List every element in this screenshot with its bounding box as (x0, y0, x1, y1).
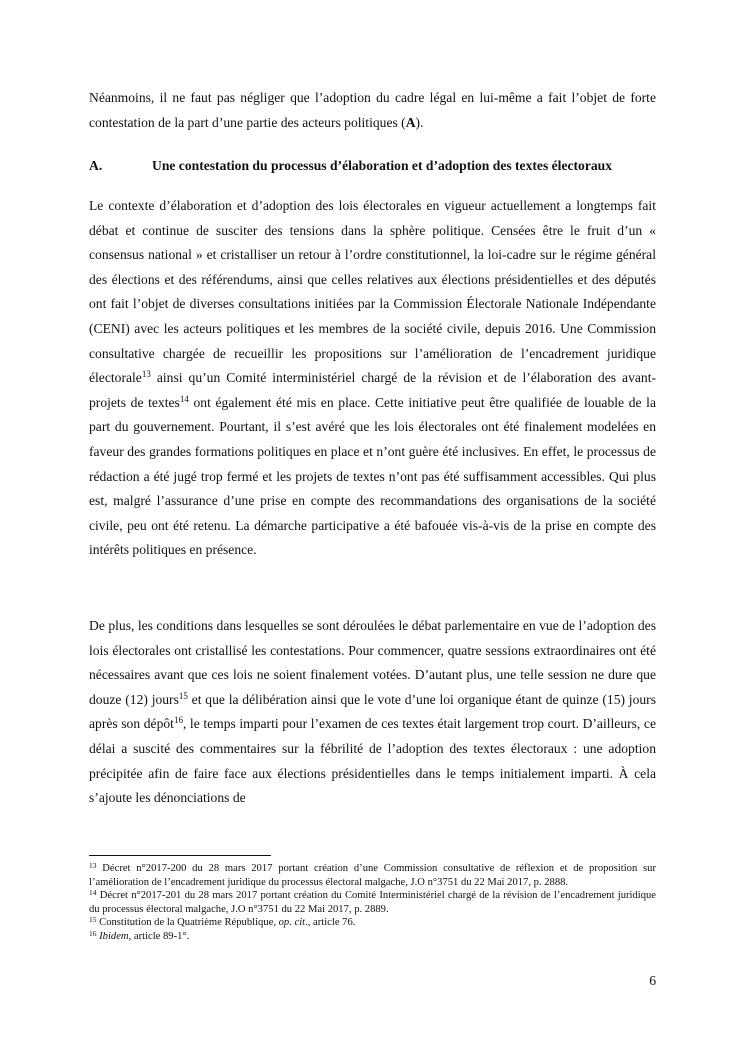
footnote-text: Décret n°2017-201 du 28 mars 2017 portant création du Comité Interministériel chargé de la révision de l’encadrement juridique du processus électoral malgache, J.O n°3751 du 22 Mai 2017, p. 2889. (89, 890, 656, 915)
page-number: 6 (649, 973, 656, 988)
footnote-number: 13 (89, 861, 97, 870)
footnote-number: 16 (89, 928, 97, 938)
footnote-15 (89, 916, 656, 930)
footnote-ref-14[interactable]: 14 (179, 393, 189, 404)
footnote-ref-15[interactable]: 15 (178, 690, 188, 701)
paragraph-text: De plus, les conditions dans lesquelles se sont déroulées le débat parlementaire en vue de l’adoption des lois électorales ont cristallisé les contestations. Pour commencer, quatre sessions extraordinaires ont été nécessaires avant que ces lois ne soient finalement votées. D’autant plus, une telle session ne dure que douze (12) jours (89, 618, 656, 707)
paragraph-text: ainsi qu’un Comité interministériel chargé de la révision et de l’élaboration des avant-projets de textes (89, 370, 656, 410)
intro-text: Néanmoins, il ne faut pas négliger que l’adoption du cadre légal en lui-même a fait l’objet de forte contestation de la part d’une partie des acteurs politiques ( (89, 90, 656, 130)
intro-paragraph (89, 86, 656, 135)
footnote-text: , article 89-1°. (128, 930, 190, 942)
footnote-text: ., article 76. (305, 917, 356, 929)
footnote-number: 14 (89, 888, 97, 898)
section-letter: A. (89, 158, 103, 173)
intro-text-end: ). (415, 114, 424, 130)
footnote-13 (89, 862, 656, 889)
section-title: Une contestation du processus d’élaboration et d’adoption des textes électoraux (152, 158, 613, 173)
footnote-text: Constitution de la Quatrième République, (96, 917, 279, 929)
footnote-number: 15 (89, 915, 97, 925)
footnotes (89, 862, 656, 944)
footnote-14 (89, 889, 656, 916)
footnote-16 (89, 930, 656, 944)
footnote-separator (89, 855, 271, 856)
footnote-italic: op. cit (278, 917, 306, 929)
paragraph-context (89, 194, 656, 563)
footnote-text: Décret n°2017-200 du 28 mars 2017 portant création d’une Commission consultative de réflexion et de proposition sur l’amélioration de l’encadrement juridique du processus électoral malgache, J.O n°3751 du 22 Mai 2017, p. 2888. (89, 863, 656, 888)
footnote-italic: Ibidem (99, 930, 129, 942)
paragraph-text: , le temps imparti pour l’examen de ces textes était largement trop court. D’ailleurs, ce délai a suscité des commentaires sur la fébrilité de l’adoption des textes électoraux : une adoption précipitée afin de faire face aux élections présidentielles dans le temps initialement imparti. À cela s’ajoute les dénonciations de (89, 716, 656, 806)
paragraph-text: ont également été mis en place. Cette initiative peut être qualifiée de louable de la part du gouvernement. Pourtant, il s’est avéré que les lois électorales ont été finalement modelées en faveur des grandes formations politiques en place et n’ont guère été inclusives. En effet, le processus de rédaction a été jugé trop fermé et les projets de textes n’ont pas été suffisamment accessibles. Qui plus est, malgré l’assurance d’une prise en compte des recommandations des organisations de la société civile, peu ont été retenu. La démarche participative a été bafouée vis-à-vis de la prise en compte des intérêts politiques en présence. (89, 394, 656, 558)
section-heading (89, 156, 669, 176)
intro-bold-ref: A (405, 114, 416, 130)
paragraph-text: et que la délibération ainsi que le vote d’une loi organique étant de quinze (15) jours après son dépôt (89, 691, 656, 732)
footnote-ref-13[interactable]: 13 (141, 369, 151, 380)
paragraph-text: Le contexte d’élaboration et d’adoption des lois électorales en vigueur actuellement a longtemps fait débat et continue de susciter des tensions dans la sphère politique. Censées être le fruit d’un « consensus national » et cristalliser un retour à l’ordre constitutionnel, la loi-cadre sur le régime général des élections et des référendums, ainsi que celles relatives aux élections présidentielles et des députés ont fait l’objet de diverses consultations initiées par la Commission Électorale Nationale Indépendante (CENI) avec les acteurs politiques et les membres de la société civile, depuis 2016. Une Commission consultative chargée de recueillir les propositions sur l’amélioration de l’encadrement juridique électorale (89, 198, 656, 386)
paragraph-parliament (89, 614, 656, 811)
footnote-ref-16[interactable]: 16 (173, 715, 183, 726)
